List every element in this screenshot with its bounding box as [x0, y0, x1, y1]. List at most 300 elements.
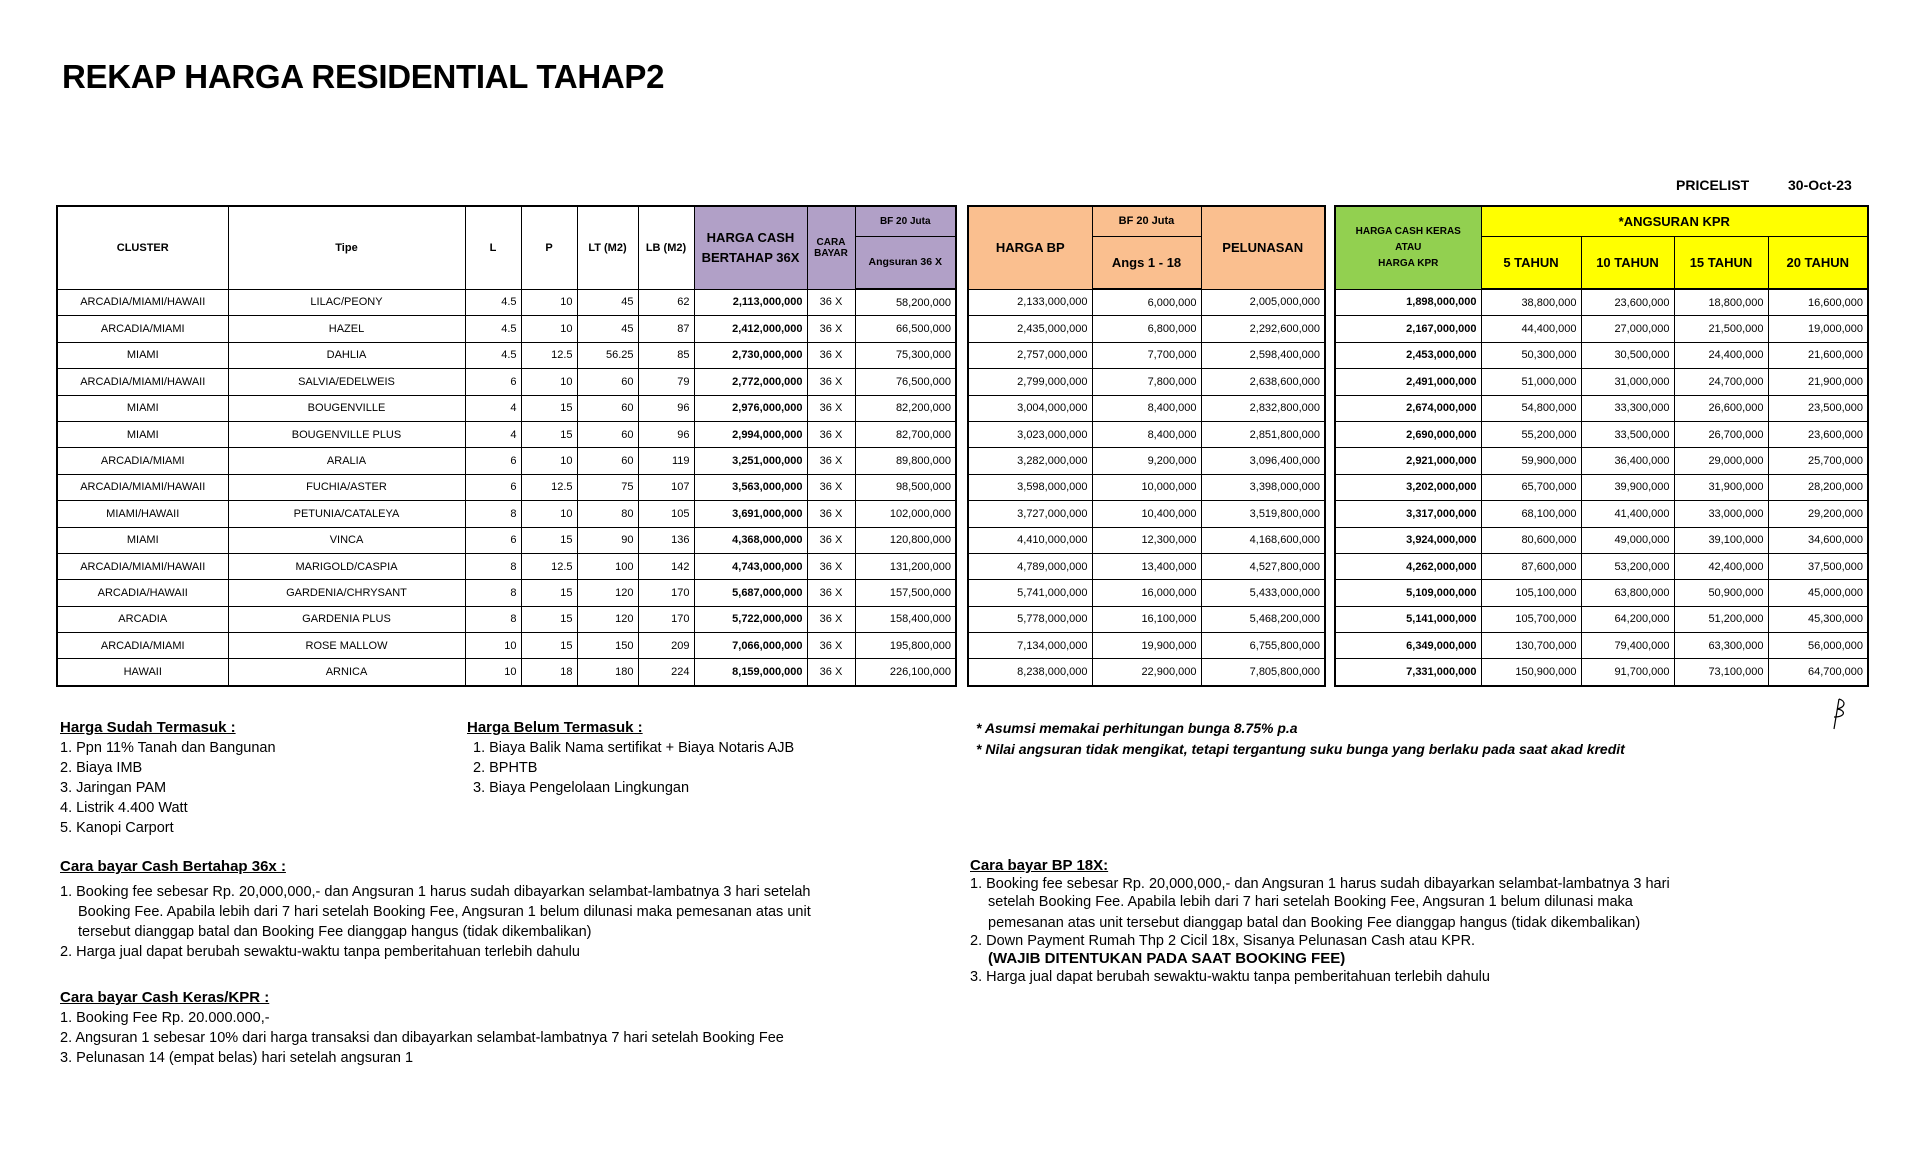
table-row [57, 527, 956, 553]
asumsi-bunga: * Asumsi memakai perhitungan bunga 8.75% p.a [976, 720, 1298, 736]
harga-cash-keras-cell: 7,331,000,000 [1335, 659, 1481, 686]
table-row [968, 527, 1325, 553]
lt-cell: 45 [577, 316, 638, 342]
table-row [968, 369, 1325, 395]
table-row [1335, 501, 1868, 527]
angs-1-18-cell: 6,800,000 [1092, 316, 1201, 342]
kpr-20-tahun-cell: 25,700,000 [1768, 448, 1868, 474]
table-row [1335, 659, 1868, 686]
header-cluster: CLUSTER [57, 206, 228, 289]
kpr-5-tahun-cell: 51,000,000 [1481, 369, 1581, 395]
list-item: 5. Kanopi Carport [60, 820, 174, 836]
harga-bp-cell: 2,133,000,000 [968, 289, 1092, 316]
table-row [1335, 553, 1868, 579]
harga-cash-bertahap-cell: 4,368,000,000 [694, 527, 807, 553]
kpr-15-tahun-cell: 33,000,000 [1674, 501, 1768, 527]
pelunasan-cell: 2,005,000,000 [1201, 289, 1325, 316]
tipe-cell: VINCA [228, 527, 465, 553]
kpr-15-tahun-cell: 39,100,000 [1674, 527, 1768, 553]
lb-cell: 209 [638, 633, 694, 659]
cara-bayar-cell: 36 X [807, 659, 855, 686]
harga-sudah-termasuk [60, 718, 276, 838]
angsuran-36x-cell: 82,700,000 [855, 421, 956, 447]
angsuran-36x-cell: 157,500,000 [855, 580, 956, 606]
cash-bertahap-table [56, 205, 957, 687]
cara-bayar-cash-keras-title: Cara bayar Cash Keras/KPR : [60, 989, 270, 1006]
table-row [57, 659, 956, 686]
harga-bp-cell: 8,238,000,000 [968, 659, 1092, 686]
l-cell: 8 [465, 580, 521, 606]
kpr-5-tahun-cell: 38,800,000 [1481, 289, 1581, 316]
harga-cash-keras-cell: 3,924,000,000 [1335, 527, 1481, 553]
kpr-15-tahun-cell: 26,700,000 [1674, 421, 1768, 447]
p-cell: 15 [521, 395, 577, 421]
harga-cash-bertahap-cell: 2,113,000,000 [694, 289, 807, 316]
pelunasan-cell: 3,519,800,000 [1201, 501, 1325, 527]
header-l: L [465, 206, 521, 289]
table-row [57, 289, 956, 316]
pelunasan-cell: 2,832,800,000 [1201, 395, 1325, 421]
cluster-cell: MIAMI [57, 395, 228, 421]
harga-bp-cell: 7,134,000,000 [968, 633, 1092, 659]
l-cell: 6 [465, 474, 521, 500]
kpr-10-tahun-cell: 36,400,000 [1581, 448, 1674, 474]
kpr-10-tahun-cell: 27,000,000 [1581, 316, 1674, 342]
angsuran-36x-cell: 131,200,000 [855, 553, 956, 579]
kpr-10-tahun-cell: 33,500,000 [1581, 421, 1674, 447]
header-harga-cash-bertahap: HARGA CASH BERTAHAP 36X [694, 206, 807, 289]
cluster-cell: ARCADIA/MIAMI/HAWAII [57, 474, 228, 500]
harga-cash-bertahap-cell: 5,687,000,000 [694, 580, 807, 606]
kpr-5-tahun-cell: 55,200,000 [1481, 421, 1581, 447]
cluster-cell: ARCADIA/MIAMI [57, 448, 228, 474]
kpr-20-tahun-cell: 64,700,000 [1768, 659, 1868, 686]
kpr-5-tahun-cell: 80,600,000 [1481, 527, 1581, 553]
lb-cell: 96 [638, 421, 694, 447]
harga-bp-cell: 3,598,000,000 [968, 474, 1092, 500]
harga-cash-bertahap-cell: 5,722,000,000 [694, 606, 807, 632]
cara-bayar-cash-keras-list [60, 1008, 784, 1068]
list-item: 1. Biaya Balik Nama sertifikat + Biaya Notaris AJB [473, 740, 795, 756]
table-row [968, 474, 1325, 500]
cara-bayar-cell: 36 X [807, 580, 855, 606]
kpr-15-tahun-cell: 42,400,000 [1674, 553, 1768, 579]
p-cell: 12.5 [521, 474, 577, 500]
list-item: 2. Angsuran 1 sebesar 10% dari harga transaksi dan dibayarkan selambat-lambatnya 7 hari setelah Booking Fee [60, 1030, 784, 1046]
pelunasan-cell: 2,851,800,000 [1201, 421, 1325, 447]
lt-cell: 80 [577, 501, 638, 527]
table-row [57, 633, 956, 659]
table-row [968, 501, 1325, 527]
lt-cell: 45 [577, 289, 638, 316]
cara-bayar-cell: 36 X [807, 316, 855, 342]
tipe-cell: BOUGENVILLE [228, 395, 465, 421]
cluster-cell: ARCADIA/MIAMI/HAWAII [57, 289, 228, 316]
harga-cash-bertahap-cell: 3,251,000,000 [694, 448, 807, 474]
list-item: 3. Jaringan PAM [60, 780, 167, 796]
harga-cash-keras-cell: 2,167,000,000 [1335, 316, 1481, 342]
kpr-20-tahun-cell: 29,200,000 [1768, 501, 1868, 527]
header-harga-bp: HARGA BP [968, 206, 1092, 289]
lt-cell: 60 [577, 395, 638, 421]
lb-cell: 119 [638, 448, 694, 474]
pelunasan-cell: 4,527,800,000 [1201, 553, 1325, 579]
pelunasan-cell: 7,805,800,000 [1201, 659, 1325, 686]
pricelist-label: PRICELIST [1676, 177, 1750, 193]
kpr-15-tahun-cell: 29,000,000 [1674, 448, 1768, 474]
kpr-5-tahun-cell: 65,700,000 [1481, 474, 1581, 500]
kpr-15-tahun-cell: 50,900,000 [1674, 580, 1768, 606]
table-row [57, 474, 956, 500]
table-row [968, 659, 1325, 686]
header-bf-20-juta: BF 20 Juta [855, 206, 956, 236]
cara-bayar-cell: 36 X [807, 395, 855, 421]
harga-bp-cell: 2,799,000,000 [968, 369, 1092, 395]
list-item: 3. Harga jual dapat berubah sewaktu-waktu tanpa pemberitahuan terlebih dahulu [970, 969, 1490, 985]
cara-bayar-cell: 36 X [807, 501, 855, 527]
kpr-20-tahun-cell: 16,600,000 [1768, 289, 1868, 316]
p-cell: 18 [521, 659, 577, 686]
cluster-cell: ARCADIA/MIAMI/HAWAII [57, 369, 228, 395]
harga-cash-keras-cell: 4,262,000,000 [1335, 553, 1481, 579]
lt-cell: 180 [577, 659, 638, 686]
list-item: 1. Booking Fee Rp. 20.000.000,- [60, 1010, 270, 1026]
pelunasan-cell: 2,638,600,000 [1201, 369, 1325, 395]
table-row [1335, 395, 1868, 421]
l-cell: 4.5 [465, 342, 521, 368]
l-cell: 4 [465, 421, 521, 447]
list-item: 1. Booking fee sebesar Rp. 20,000,000,- dan Angsuran 1 harus sudah dibayarkan selambat-lambatnya 3 hari [970, 876, 1670, 892]
header-p: P [521, 206, 577, 289]
pelunasan-cell: 2,292,600,000 [1201, 316, 1325, 342]
kpr-15-tahun-cell: 18,800,000 [1674, 289, 1768, 316]
header-harga-cash-keras-label: HARGA CASH KERAS [1355, 225, 1461, 237]
lb-cell: 79 [638, 369, 694, 395]
kpr-10-tahun-cell: 33,300,000 [1581, 395, 1674, 421]
asumsi-notes [976, 718, 1625, 760]
angs-1-18-cell: 7,700,000 [1092, 342, 1201, 368]
table-row [1335, 580, 1868, 606]
p-cell: 15 [521, 580, 577, 606]
kpr-20-tahun-cell: 28,200,000 [1768, 474, 1868, 500]
cluster-cell: ARCADIA/MIAMI/HAWAII [57, 553, 228, 579]
p-cell: 10 [521, 501, 577, 527]
list-item: 2. BPHTB [473, 760, 538, 776]
header-tipe: Tipe [228, 206, 465, 289]
list-item: Booking Fee. Apabila lebih dari 7 hari setelah Booking Fee, Angsuran 1 belum dilunasi maka pemesanan atas unit [78, 904, 811, 920]
l-cell: 4 [465, 395, 521, 421]
header-cara-bayar: CARA BAYAR [807, 206, 855, 289]
angsuran-36x-cell: 66,500,000 [855, 316, 956, 342]
kpr-15-tahun-cell: 24,400,000 [1674, 342, 1768, 368]
table-row [57, 395, 956, 421]
harga-cash-bertahap-cell: 2,994,000,000 [694, 421, 807, 447]
bp-18x-table [967, 205, 1326, 687]
list-item: 1. Ppn 11% Tanah dan Bangunan [60, 740, 276, 756]
table-row [968, 580, 1325, 606]
kpr-20-tahun-cell: 34,600,000 [1768, 527, 1868, 553]
angs-1-18-cell: 19,900,000 [1092, 633, 1201, 659]
kpr-10-tahun-cell: 79,400,000 [1581, 633, 1674, 659]
lb-cell: 224 [638, 659, 694, 686]
signature-mark [1822, 695, 1852, 731]
lt-cell: 75 [577, 474, 638, 500]
cluster-cell: ARCADIA/HAWAII [57, 580, 228, 606]
angsuran-36x-cell: 58,200,000 [855, 289, 956, 316]
harga-cash-keras-cell: 2,491,000,000 [1335, 369, 1481, 395]
harga-cash-bertahap-cell: 2,772,000,000 [694, 369, 807, 395]
angsuran-36x-cell: 195,800,000 [855, 633, 956, 659]
kpr-10-tahun-cell: 63,800,000 [1581, 580, 1674, 606]
lt-cell: 60 [577, 448, 638, 474]
table-row [1335, 448, 1868, 474]
kpr-20-tahun-cell: 23,500,000 [1768, 395, 1868, 421]
lb-cell: 170 [638, 580, 694, 606]
pelunasan-cell: 6,755,800,000 [1201, 633, 1325, 659]
tipe-cell: HAZEL [228, 316, 465, 342]
pelunasan-cell: 3,398,000,000 [1201, 474, 1325, 500]
cara-bayar-cash-bertahap [60, 857, 811, 962]
table-row [57, 369, 956, 395]
angsuran-36x-cell: 76,500,000 [855, 369, 956, 395]
header-5-tahun: 5 TAHUN [1481, 236, 1581, 289]
tipe-cell: DAHLIA [228, 342, 465, 368]
lt-cell: 90 [577, 527, 638, 553]
kpr-10-tahun-cell: 39,900,000 [1581, 474, 1674, 500]
tipe-cell: ARNICA [228, 659, 465, 686]
harga-cash-keras-cell: 2,453,000,000 [1335, 342, 1481, 368]
table-row [57, 448, 956, 474]
angsuran-36x-cell: 102,000,000 [855, 501, 956, 527]
header-harga-cash-keras [1335, 206, 1481, 289]
table-row [968, 395, 1325, 421]
list-item: 2. Biaya IMB [60, 760, 143, 776]
pelunasan-cell: 5,433,000,000 [1201, 580, 1325, 606]
harga-cash-keras-cell: 2,690,000,000 [1335, 421, 1481, 447]
pelunasan-cell: 5,468,200,000 [1201, 606, 1325, 632]
lb-cell: 107 [638, 474, 694, 500]
kpr-20-tahun-cell: 21,600,000 [1768, 342, 1868, 368]
cluster-cell: ARCADIA/MIAMI [57, 316, 228, 342]
table-row [57, 501, 956, 527]
p-cell: 10 [521, 369, 577, 395]
harga-cash-bertahap-cell: 2,976,000,000 [694, 395, 807, 421]
pelunasan-cell: 3,096,400,000 [1201, 448, 1325, 474]
table-row [968, 448, 1325, 474]
p-cell: 15 [521, 633, 577, 659]
table-row [57, 580, 956, 606]
harga-bp-cell: 5,741,000,000 [968, 580, 1092, 606]
kpr-20-tahun-cell: 45,000,000 [1768, 580, 1868, 606]
p-cell: 12.5 [521, 553, 577, 579]
kpr-20-tahun-cell: 21,900,000 [1768, 369, 1868, 395]
harga-bp-cell: 3,004,000,000 [968, 395, 1092, 421]
table-row [968, 342, 1325, 368]
lb-cell: 62 [638, 289, 694, 316]
harga-cash-keras-cell: 5,141,000,000 [1335, 606, 1481, 632]
tipe-cell: FUCHIA/ASTER [228, 474, 465, 500]
angs-1-18-cell: 13,400,000 [1092, 553, 1201, 579]
lt-cell: 60 [577, 421, 638, 447]
table-row [968, 421, 1325, 447]
harga-belum-termasuk [467, 718, 794, 798]
harga-cash-bertahap-cell: 8,159,000,000 [694, 659, 807, 686]
cluster-cell: MIAMI [57, 421, 228, 447]
cara-bayar-bp-18x [970, 857, 1670, 986]
kpr-10-tahun-cell: 91,700,000 [1581, 659, 1674, 686]
angs-1-18-cell: 10,000,000 [1092, 474, 1201, 500]
cara-bayar-cash-keras [60, 988, 784, 1068]
harga-bp-cell: 3,023,000,000 [968, 421, 1092, 447]
p-cell: 12.5 [521, 342, 577, 368]
lb-cell: 136 [638, 527, 694, 553]
lb-cell: 96 [638, 395, 694, 421]
kpr-15-tahun-cell: 24,700,000 [1674, 369, 1768, 395]
cara-bayar-cell: 36 X [807, 553, 855, 579]
kpr-15-tahun-cell: 21,500,000 [1674, 316, 1768, 342]
tipe-cell: PETUNIA/CATALEYA [228, 501, 465, 527]
table-row [1335, 474, 1868, 500]
harga-bp-cell: 2,435,000,000 [968, 316, 1092, 342]
kpr-10-tahun-cell: 30,500,000 [1581, 342, 1674, 368]
kpr-5-tahun-cell: 130,700,000 [1481, 633, 1581, 659]
cluster-cell: MIAMI [57, 527, 228, 553]
cluster-cell: ARCADIA/MIAMI [57, 633, 228, 659]
tipe-cell: GARDENIA PLUS [228, 606, 465, 632]
header-lt: LT (M2) [577, 206, 638, 289]
harga-bp-cell: 3,727,000,000 [968, 501, 1092, 527]
p-cell: 10 [521, 316, 577, 342]
harga-bp-cell: 4,789,000,000 [968, 553, 1092, 579]
kpr-15-tahun-cell: 31,900,000 [1674, 474, 1768, 500]
angsuran-36x-cell: 226,100,000 [855, 659, 956, 686]
table-row [1335, 633, 1868, 659]
harga-cash-bertahap-cell: 7,066,000,000 [694, 633, 807, 659]
p-cell: 15 [521, 527, 577, 553]
harga-cash-keras-cell: 2,674,000,000 [1335, 395, 1481, 421]
table-row [57, 342, 956, 368]
kpr-5-tahun-cell: 150,900,000 [1481, 659, 1581, 686]
kpr-15-tahun-cell: 63,300,000 [1674, 633, 1768, 659]
angsuran-36x-cell: 158,400,000 [855, 606, 956, 632]
kpr-5-tahun-cell: 68,100,000 [1481, 501, 1581, 527]
lb-cell: 87 [638, 316, 694, 342]
angs-1-18-cell: 8,400,000 [1092, 395, 1201, 421]
angs-1-18-cell: 12,300,000 [1092, 527, 1201, 553]
l-cell: 8 [465, 501, 521, 527]
list-item: 4. Listrik 4.400 Watt [60, 800, 188, 816]
header-20-tahun: 20 TAHUN [1768, 236, 1868, 289]
l-cell: 6 [465, 369, 521, 395]
p-cell: 15 [521, 606, 577, 632]
kpr-20-tahun-cell: 45,300,000 [1768, 606, 1868, 632]
table-row [1335, 316, 1868, 342]
angsuran-36x-cell: 98,500,000 [855, 474, 956, 500]
list-item: pemesanan atas unit tersebut dianggap batal dan Booking Fee dianggap hangus (tidak dikembalikan) [988, 915, 1641, 931]
cluster-cell: MIAMI/HAWAII [57, 501, 228, 527]
harga-cash-bertahap-cell: 3,691,000,000 [694, 501, 807, 527]
list-item: 1. Booking fee sebesar Rp. 20,000,000,- dan Angsuran 1 harus sudah dibayarkan selambat-lambatnya 3 hari setelah [60, 884, 811, 900]
kpr-5-tahun-cell: 105,700,000 [1481, 606, 1581, 632]
harga-bp-cell: 4,410,000,000 [968, 527, 1092, 553]
kpr-10-tahun-cell: 41,400,000 [1581, 501, 1674, 527]
kpr-20-tahun-cell: 37,500,000 [1768, 553, 1868, 579]
list-item: setelah Booking Fee. Apabila lebih dari 7 hari setelah Booking Fee, Angsuran 1 belum dilunasi maka [988, 894, 1633, 910]
table-row [968, 316, 1325, 342]
p-cell: 10 [521, 289, 577, 316]
cara-bayar-cell: 36 X [807, 448, 855, 474]
cara-bayar-cell: 36 X [807, 342, 855, 368]
header-lb: LB (M2) [638, 206, 694, 289]
table-row [968, 289, 1325, 316]
l-cell: 10 [465, 659, 521, 686]
angsuran-36x-cell: 89,800,000 [855, 448, 956, 474]
header-atau-label: ATAU [1395, 241, 1422, 253]
tipe-cell: ROSE MALLOW [228, 633, 465, 659]
lt-cell: 100 [577, 553, 638, 579]
tipe-cell: ARALIA [228, 448, 465, 474]
kpr-10-tahun-cell: 64,200,000 [1581, 606, 1674, 632]
lb-cell: 105 [638, 501, 694, 527]
kpr-5-tahun-cell: 87,600,000 [1481, 553, 1581, 579]
asumsi-angsuran: * Nilai angsuran tidak mengikat, tetapi tergantung suku bunga yang berlaku pada saat akad kredit [976, 741, 1625, 757]
header-angs-1-18: Angs 1 - 18 [1092, 236, 1201, 289]
harga-cash-keras-cell: 3,317,000,000 [1335, 501, 1481, 527]
l-cell: 6 [465, 448, 521, 474]
cara-bayar-cell: 36 X [807, 421, 855, 447]
l-cell: 4.5 [465, 316, 521, 342]
header-10-tahun: 10 TAHUN [1581, 236, 1674, 289]
cara-bayar-bp-18x-title: Cara bayar BP 18X: [970, 857, 1109, 874]
table-row [1335, 289, 1868, 316]
cluster-cell: ARCADIA [57, 606, 228, 632]
lb-cell: 170 [638, 606, 694, 632]
header-angsuran-36x: Angsuran 36 X [855, 236, 956, 289]
table-row [1335, 421, 1868, 447]
header-15-tahun: 15 TAHUN [1674, 236, 1768, 289]
angs-1-18-cell: 16,100,000 [1092, 606, 1201, 632]
kpr-20-tahun-cell: 19,000,000 [1768, 316, 1868, 342]
harga-cash-bertahap-cell: 3,563,000,000 [694, 474, 807, 500]
angs-1-18-cell: 10,400,000 [1092, 501, 1201, 527]
lt-cell: 150 [577, 633, 638, 659]
tipe-cell: GARDENIA/CHRYSANT [228, 580, 465, 606]
harga-sudah-termasuk-list [60, 738, 276, 838]
table-row [1335, 342, 1868, 368]
harga-bp-cell: 2,757,000,000 [968, 342, 1092, 368]
header-harga-kpr-label: HARGA KPR [1378, 257, 1439, 269]
kpr-5-tahun-cell: 105,100,000 [1481, 580, 1581, 606]
cara-bayar-cell: 36 X [807, 474, 855, 500]
lb-cell: 85 [638, 342, 694, 368]
tipe-cell: LILAC/PEONY [228, 289, 465, 316]
angs-1-18-cell: 6,000,000 [1092, 289, 1201, 316]
list-item: 2. Down Payment Rumah Thp 2 Cicil 18x, Sisanya Pelunasan Cash atau KPR. [970, 933, 1476, 949]
lt-cell: 120 [577, 580, 638, 606]
harga-bp-cell: 5,778,000,000 [968, 606, 1092, 632]
angs-1-18-cell: 22,900,000 [1092, 659, 1201, 686]
cara-bayar-cell: 36 X [807, 527, 855, 553]
cluster-cell: HAWAII [57, 659, 228, 686]
kpr-20-tahun-cell: 23,600,000 [1768, 421, 1868, 447]
l-cell: 6 [465, 527, 521, 553]
table-row [57, 553, 956, 579]
harga-cash-keras-cell: 1,898,000,000 [1335, 289, 1481, 316]
list-item: 2. Harga jual dapat berubah sewaktu-waktu tanpa pemberitahuan terlebih dahulu [60, 944, 580, 960]
cara-bayar-cell: 36 X [807, 289, 855, 316]
list-item: 3. Biaya Pengelolaan Lingkungan [473, 780, 690, 796]
harga-sudah-termasuk-title: Harga Sudah Termasuk : [60, 719, 236, 736]
